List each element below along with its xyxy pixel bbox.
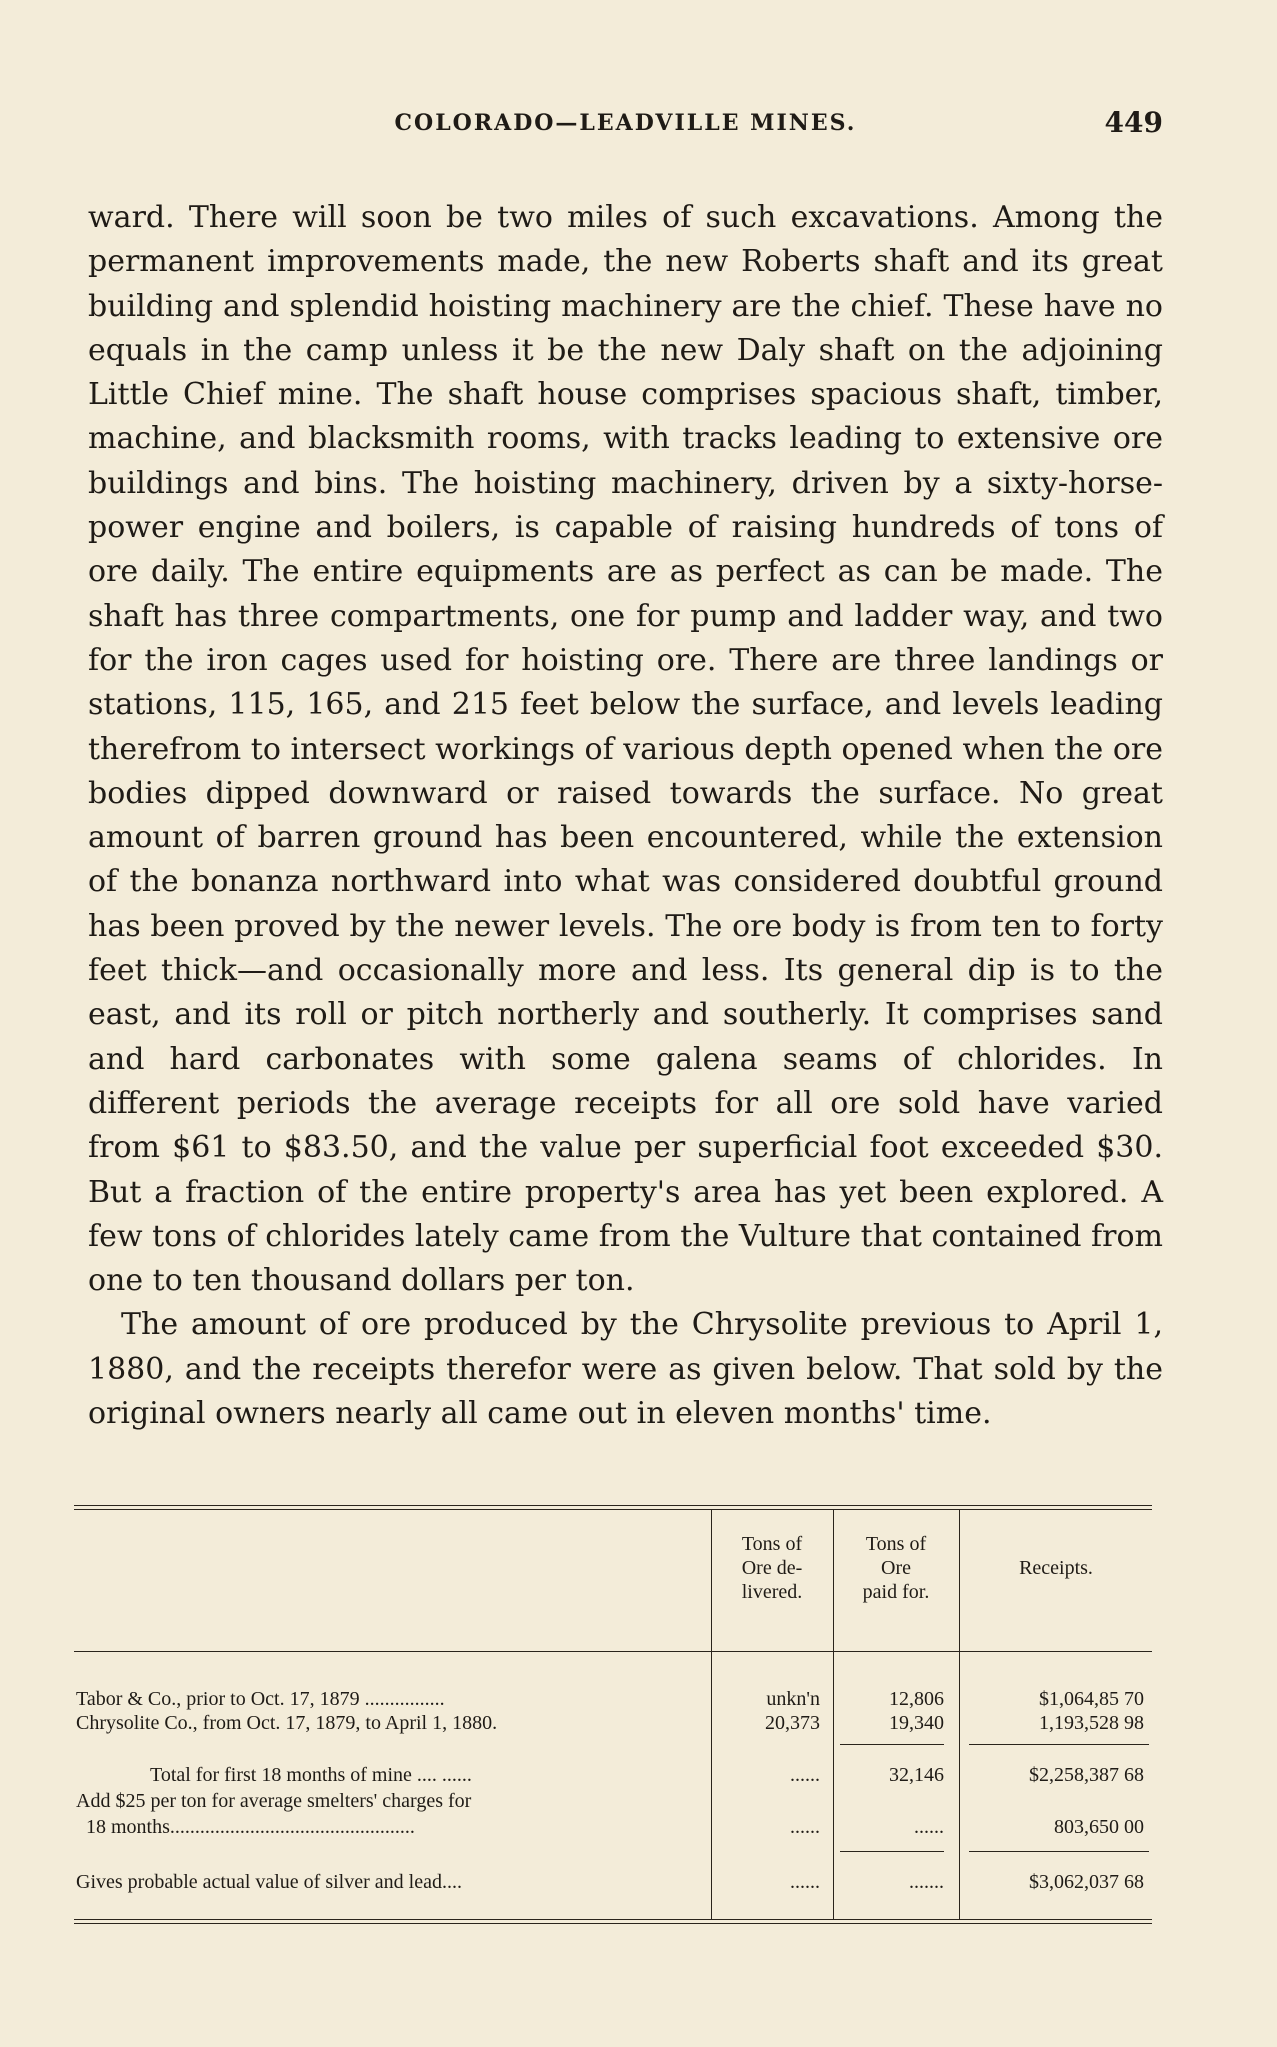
row-label-total: Total for first 18 months of mine .... ...... [150, 1764, 472, 1786]
running-head: COLORADO—LEADVILLE MINES. [394, 110, 857, 136]
col-header-delivered: Tons of Ore de- livered. [741, 1533, 803, 1603]
table-top-rule-2 [74, 1509, 1152, 1510]
sum-rule-receipts [969, 1744, 1149, 1745]
row-label-tabor: Tabor & Co., prior to Oct. 17, 1879 ................ [76, 1688, 445, 1710]
tabor-receipts: $1,064,85 70 [1039, 1688, 1144, 1710]
total-delivered: ...... [790, 1764, 820, 1786]
table-top-rule [74, 1505, 1152, 1506]
paragraph-1: ward. There will soon be two miles of such excavations. Among the permanent improvements made, the new Roberts shaft and its great building and splendid hoisting machinery are the chief. These have no equals in the camp unless it be the new Daly shaft on the adjoining Little Chief mine. The shaft house comprises spacious shaft, timber, machine, and blacksmith rooms, with tracks leading to extensive ore buildings and bins. The hoisting machinery, driven by a sixty-horse-power engine and boilers, is capable of raising hundreds of tons of ore daily. The entire equipments are as perfect as can be made. The shaft has three compartments, one for pump and ladder way, and two for the iron cages used for hoisting ore. There are three landings or stations, 115, 165, and 215 feet below the surface, and levels leading therefrom to intersect workings of various depth opened when the ore bodies dipped downward or raised towards the surface. No great amount of barren ground has been encountered, while the extension of the bonanza northward into what was considered doubtful ground has been proved by the newer levels. The ore body is from ten to forty feet thick—and occasionally more and less. Its general dip is to the east, and its roll or pitch northerly and southerly. It comprises sand and hard carbonates with some galena seams of chlorides. In different periods the average receipts for all ore sold have varied from $61 to $83.50, and the value per superficial foot exceeded $30. But a fraction of the entire property's area has yet been explored. A few tons of chlorides lately came from the Vulture that contained from one to ten thousand dollars per ton. [88, 200, 1163, 1299]
row-label-add-1: Add $25 per ton for average smelters' charges for [76, 1790, 472, 1812]
sum-rule-paid [840, 1744, 944, 1745]
final-rule-receipts [969, 1851, 1149, 1852]
row-label-gives: Gives probable actual value of silver and lead.... [76, 1871, 462, 1893]
chrysolite-delivered: 20,373 [765, 1712, 820, 1734]
paragraph-2: The amount of ore produced by the Chrysolite previous to April 1, 1880, and the receipts therefor were as given below. That sold by the original owners nearly all came out in eleven months' time. [88, 1307, 1163, 1432]
total-receipts: $2,258,387 68 [1029, 1764, 1144, 1786]
page-header [88, 106, 1163, 150]
table-bottom-rule-2 [74, 1923, 1152, 1924]
page-number: 449 [1104, 106, 1163, 139]
gives-receipts: $3,062,037 68 [1029, 1871, 1144, 1893]
tabor-delivered: unkn'n [766, 1688, 820, 1710]
gives-paid: ....... [909, 1871, 944, 1893]
tabor-paid: 12,806 [889, 1688, 944, 1710]
chrysolite-receipts: 1,193,528 98 [1039, 1712, 1144, 1734]
row-label-chrysolite: Chrysolite Co., from Oct. 17, 1879, to April 1, 1880. [76, 1712, 498, 1734]
header-rule [74, 1651, 1152, 1652]
body-text [88, 196, 1163, 1436]
table-bottom-rule [74, 1919, 1152, 1920]
add-delivered: ...... [790, 1816, 820, 1838]
add-receipts: 803,650 00 [1054, 1816, 1144, 1838]
gives-delivered: ...... [790, 1871, 820, 1893]
total-paid: 32,146 [889, 1764, 944, 1786]
add-paid: ...... [914, 1816, 944, 1838]
row-label-add-2: 18 months................................................. [86, 1816, 415, 1838]
chrysolite-paid: 19,340 [889, 1712, 944, 1734]
col-header-receipts: Receipts. [1019, 1557, 1093, 1579]
col-header-paid: Tons of Ore paid for. [862, 1533, 930, 1603]
production-table [74, 1505, 1152, 1945]
final-rule-paid [840, 1851, 944, 1852]
